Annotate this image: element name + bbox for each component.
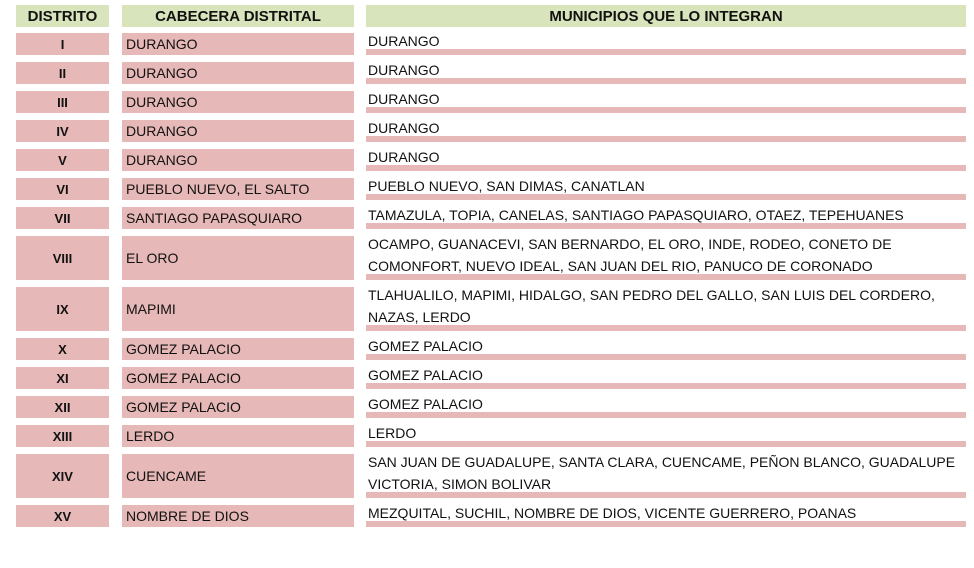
municipalities-text: DURANGO [368, 33, 440, 49]
district-seat: DURANGO [122, 149, 354, 171]
district-seat: GOMEZ PALACIO [122, 367, 354, 389]
municipalities-cell [366, 287, 966, 331]
district-number: XII [16, 396, 109, 418]
district-seat: NOMBRE DE DIOS [122, 505, 354, 527]
header-cabecera: CABECERA DISTRITAL [122, 5, 354, 27]
district-seat: DURANGO [122, 33, 354, 55]
row-divider [366, 521, 966, 527]
municipalities-cell [366, 207, 966, 229]
municipalities-text: PUEBLO NUEVO, SAN DIMAS, CANATLAN [368, 178, 645, 194]
table-row [0, 396, 974, 418]
table-row [0, 425, 974, 447]
district-seat: PUEBLO NUEVO, EL SALTO [122, 178, 354, 200]
table-row [0, 207, 974, 229]
municipalities-text: LERDO [368, 425, 417, 441]
header-distrito: DISTRITO [16, 5, 109, 27]
municipalities-text: MEZQUITAL, SUCHIL, NOMBRE DE DIOS, VICENTE GUERRERO, POANAS [368, 505, 857, 521]
district-seat: DURANGO [122, 91, 354, 113]
row-divider [366, 107, 966, 113]
district-number: XIII [16, 425, 109, 447]
district-seat: LERDO [122, 425, 354, 447]
municipalities-cell [366, 338, 966, 360]
district-number: IV [16, 120, 109, 142]
municipalities-text: TAMAZULA, TOPIA, CANELAS, SANTIAGO PAPASQUIARO, OTAEZ, TEPEHUANES [368, 207, 904, 223]
municipalities-text: TLAHUALILO, MAPIMI, HIDALGO, SAN PEDRO DEL GALLO, SAN LUIS DEL CORDERO, NAZAS, LERDO [368, 287, 935, 325]
district-seat: GOMEZ PALACIO [122, 338, 354, 360]
municipalities-text: OCAMPO, GUANACEVI, SAN BERNARDO, EL ORO, INDE, RODEO, CONETO DE COMONFORT, NUEVO IDEAL, SAN JUAN DEL RIO, PANUCO DE CORONADO [368, 236, 892, 274]
row-divider [366, 325, 966, 331]
district-number: II [16, 62, 109, 84]
row-divider [366, 165, 966, 171]
header-municipios: MUNICIPIOS QUE LO INTEGRAN [366, 5, 966, 27]
district-number: IX [16, 287, 109, 331]
municipalities-text: DURANGO [368, 149, 440, 165]
table-row [0, 62, 974, 84]
table-row [0, 33, 974, 55]
district-seat: CUENCAME [122, 454, 354, 498]
district-number: III [16, 91, 109, 113]
municipalities-cell [366, 505, 966, 527]
municipalities-cell [366, 149, 966, 171]
table-row [0, 367, 974, 389]
district-seat: GOMEZ PALACIO [122, 396, 354, 418]
row-divider [366, 383, 966, 389]
municipalities-cell [366, 396, 966, 418]
row-divider [366, 354, 966, 360]
district-number: VI [16, 178, 109, 200]
row-divider [366, 492, 966, 498]
row-divider [366, 412, 966, 418]
row-divider [366, 78, 966, 84]
table-row [0, 120, 974, 142]
district-number: X [16, 338, 109, 360]
table-row [0, 178, 974, 200]
municipalities-cell [366, 367, 966, 389]
district-number: VIII [16, 236, 109, 280]
table-row [0, 149, 974, 171]
municipalities-text: DURANGO [368, 62, 440, 78]
table-row [0, 454, 974, 498]
municipalities-text: GOMEZ PALACIO [368, 396, 483, 412]
district-number: V [16, 149, 109, 171]
district-seat: EL ORO [122, 236, 354, 280]
table-row [0, 287, 974, 331]
municipalities-cell [366, 91, 966, 113]
district-seat: MAPIMI [122, 287, 354, 331]
table-row [0, 338, 974, 360]
municipalities-cell [366, 120, 966, 142]
district-number: VII [16, 207, 109, 229]
district-seat: DURANGO [122, 62, 354, 84]
row-divider [366, 441, 966, 447]
municipalities-cell [366, 178, 966, 200]
table-row [0, 236, 974, 280]
municipalities-cell [366, 33, 966, 55]
municipalities-text: SAN JUAN DE GUADALUPE, SANTA CLARA, CUENCAME, PEÑON BLANCO, GUADALUPE VICTORIA, SIMON BOLIVAR [368, 454, 956, 492]
district-number: I [16, 33, 109, 55]
row-divider [366, 194, 966, 200]
municipalities-text: GOMEZ PALACIO [368, 338, 483, 354]
municipalities-text: DURANGO [368, 91, 440, 107]
district-seat: DURANGO [122, 120, 354, 142]
municipalities-cell [366, 425, 966, 447]
row-divider [366, 223, 966, 229]
municipalities-cell [366, 236, 966, 280]
district-number: XI [16, 367, 109, 389]
table-row [0, 505, 974, 527]
municipalities-cell [366, 62, 966, 84]
municipalities-text: GOMEZ PALACIO [368, 367, 483, 383]
municipalities-text: DURANGO [368, 120, 440, 136]
row-divider [366, 274, 966, 280]
district-number: XV [16, 505, 109, 527]
row-divider [366, 136, 966, 142]
district-seat: SANTIAGO PAPASQUIARO [122, 207, 354, 229]
municipalities-cell [366, 454, 966, 498]
row-divider [366, 49, 966, 55]
table-row [0, 91, 974, 113]
district-number: XIV [16, 454, 109, 498]
